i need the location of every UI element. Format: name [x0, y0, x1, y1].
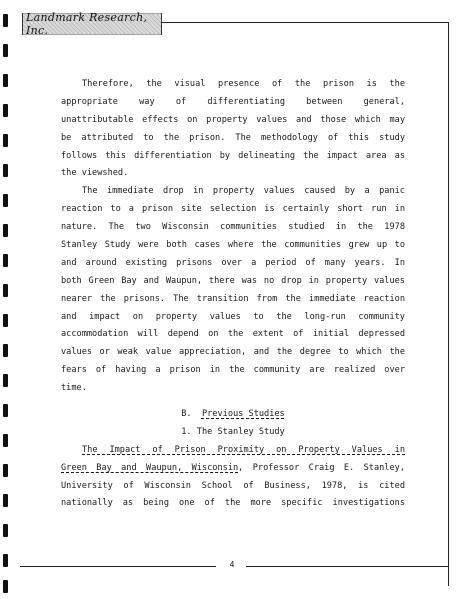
body-line: time.: [61, 383, 87, 394]
body-line: accommodation will depend on the extent of initial depressed: [61, 329, 405, 340]
body-line: unattributable effects on property values and those which may: [61, 114, 405, 125]
binding-hole: [3, 554, 8, 567]
study-title: The Impact of Prison Proximity on Property Values in: [82, 444, 405, 455]
study-citation: , Professor Craig E. Stanley,: [238, 462, 405, 473]
study-title: Green Bay and Waupun, Wisconsin: [61, 462, 239, 473]
body-line: [61, 460, 405, 478]
body-line: both Green Bay and Waupun, there was no drop in property values: [61, 275, 405, 286]
binding-holes: [3, 6, 11, 596]
page-frame-bottom: [246, 566, 449, 567]
body-line: nationally as being one of the more specific investigations: [61, 498, 405, 509]
logo-text: Landmark Research, Inc.: [23, 11, 161, 37]
body-line: be attributed to the prison. The methodology of this study: [61, 132, 405, 143]
binding-hole: [3, 44, 8, 57]
body-line: the viewshed.: [61, 168, 129, 179]
binding-hole: [3, 104, 8, 117]
body-line: appropriate way of differentiating between general,: [61, 96, 405, 107]
page-frame-right: [448, 22, 449, 586]
body-line: reaction to a prison site selection is certainly short run in: [61, 204, 405, 215]
body-line: Therefore, the visual presence of the prison is the: [82, 79, 405, 89]
binding-hole: [3, 254, 8, 267]
binding-hole: [3, 224, 8, 237]
spacer: [61, 398, 405, 406]
binding-hole: [3, 494, 8, 507]
body-line: Stanley Study were both cases where the communities grew up to: [61, 240, 405, 251]
body-line: and around existing prisons over a period of many years. In: [61, 257, 405, 268]
binding-hole: [3, 344, 8, 357]
body-line: nearer the prisons. The transition from the immediate reaction: [61, 293, 405, 304]
page-number: 4: [222, 560, 242, 569]
page-frame-bottom: [20, 566, 216, 567]
binding-hole: [3, 580, 8, 593]
body-line: values or weak value appreciation, and the degree to which the: [61, 347, 405, 358]
section-heading-title: Previous Studies: [201, 409, 285, 420]
body-line: nature. The two Wisconsin communities studied in the 1978: [61, 222, 405, 233]
section-heading: [61, 406, 405, 424]
company-logo: [22, 13, 162, 35]
binding-hole: [3, 314, 8, 327]
binding-hole: [3, 434, 8, 447]
binding-hole: [3, 284, 8, 297]
study-title-line: [61, 442, 405, 460]
body-line: The immediate drop in property values caused by a panic: [82, 186, 405, 197]
binding-hole: [3, 74, 8, 87]
body-line: fears of having a prison in the community are realized over: [61, 365, 405, 376]
binding-hole: [3, 464, 8, 477]
binding-hole: [3, 374, 8, 387]
binding-hole: [3, 164, 8, 177]
binding-hole: [3, 134, 8, 147]
body-line: follows this differentiation by delineating the impact area as: [61, 150, 405, 161]
document-body: [61, 76, 405, 513]
binding-hole: [3, 194, 8, 207]
binding-hole: [3, 524, 8, 537]
body-line: and impact on property values to the long-run community: [61, 311, 405, 322]
binding-hole: [3, 14, 8, 27]
body-line: University of Wisconsin School of Business, 1978, is cited: [61, 480, 405, 491]
section-heading-prefix: B.: [181, 409, 192, 420]
binding-hole: [3, 404, 8, 417]
subsection-heading: 1. The Stanley Study: [181, 426, 285, 437]
